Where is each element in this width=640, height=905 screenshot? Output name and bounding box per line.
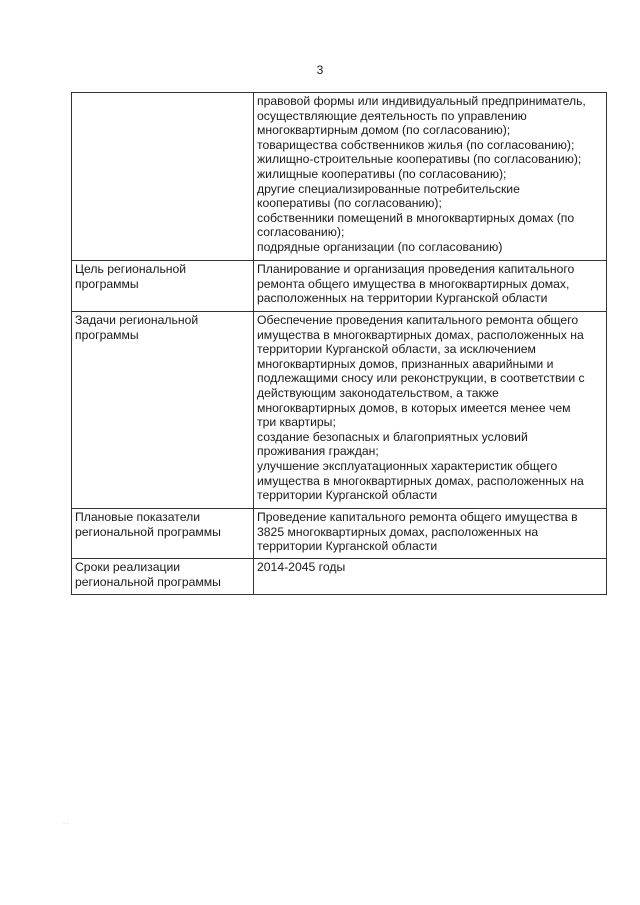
text-line: имущества в многоквартирных домах, расположенных на: [257, 473, 584, 488]
text-line: проживания граждан;: [257, 444, 379, 459]
text-line: 3825 многоквартирных домах, расположенных на: [257, 524, 539, 539]
text-line: 2014-2045 годы: [257, 560, 346, 574]
text-line: территории Курганской области: [257, 539, 438, 554]
text-line: программы: [75, 276, 139, 291]
row-label-cell: [72, 509, 254, 559]
text-line: Планирование и организация проведения капитального: [257, 262, 575, 276]
text-line: собственники помещений в многоквартирных домах (по: [257, 210, 575, 225]
text-line: создание безопасных и благоприятных условий: [257, 429, 528, 444]
row-label-cell: [72, 312, 254, 509]
text-line: региональной программы: [75, 574, 221, 589]
text-line: действующим законодательством, а также: [257, 385, 499, 400]
text-line: осуществляющие деятельность по управлению: [257, 108, 527, 123]
text-line: подлежащими сносу или реконструкции, в соответствии с: [257, 371, 585, 386]
table-row: [72, 509, 607, 559]
text-line: Цель региональной: [75, 262, 187, 276]
text-line: имущества в многоквартирных домах, расположенных на: [257, 327, 584, 342]
text-line: многоквартирных домов, признанных аварийными и: [257, 356, 554, 371]
text-line: региональной программы: [75, 524, 221, 539]
text-line: жилищно-строительные кооперативы (по согласованию);: [257, 152, 582, 167]
row-value-cell: [254, 312, 607, 509]
scan-specks: · ·: [63, 821, 69, 827]
text-line: другие специализированные потребительские: [257, 181, 520, 196]
text-line: многоквартирным домом (по согласованию);: [257, 123, 511, 138]
text-line: жилищные кооперативы (по согласованию);: [257, 166, 507, 181]
text-line: многоквартирных домов, в которых имеется менее чем: [257, 400, 571, 415]
text-line: программы: [75, 327, 139, 342]
table-row: [72, 93, 607, 261]
text-line: согласованию);: [257, 225, 345, 240]
text-line: подрядные организации (по согласованию): [257, 239, 503, 254]
text-line: ремонта общего имущества в многоквартирных домах,: [257, 276, 570, 291]
program-passport-table: [71, 92, 607, 595]
row-label-cell: [72, 261, 254, 312]
text-line: расположенных на территории Курганской области: [257, 291, 548, 306]
text-line: Плановые показатели: [75, 510, 201, 524]
text-line: Обеспечение проведения капитального ремонта общего: [257, 313, 579, 327]
text-line: Задачи региональной: [75, 313, 199, 327]
text-line: территории Курганской области, за исключением: [257, 342, 536, 357]
row-label-cell: [72, 93, 254, 261]
text-line: товарищества собственников жилья (по согласованию);: [257, 137, 575, 152]
text-line: правовой формы или индивидуальный предприниматель,: [257, 94, 586, 108]
row-label-cell: [72, 559, 254, 595]
text-line: улучшение эксплуатационных характеристик общего: [257, 458, 558, 473]
table-row: [72, 312, 607, 509]
page-number: 3: [316, 63, 324, 77]
text-line: Сроки реализации: [75, 560, 181, 574]
table-row: [72, 559, 607, 595]
row-value-cell: [254, 261, 607, 312]
text-line: Проведение капитального ремонта общего имущества в: [257, 510, 578, 524]
text-line: территории Курганской области: [257, 488, 438, 503]
row-value-cell: [254, 509, 607, 559]
text-line: три квартиры;: [257, 415, 336, 430]
table-row: [72, 261, 607, 312]
text-line: кооперативы (по согласованию);: [257, 196, 442, 211]
row-value-cell: [254, 559, 607, 595]
row-value-cell: [254, 93, 607, 261]
